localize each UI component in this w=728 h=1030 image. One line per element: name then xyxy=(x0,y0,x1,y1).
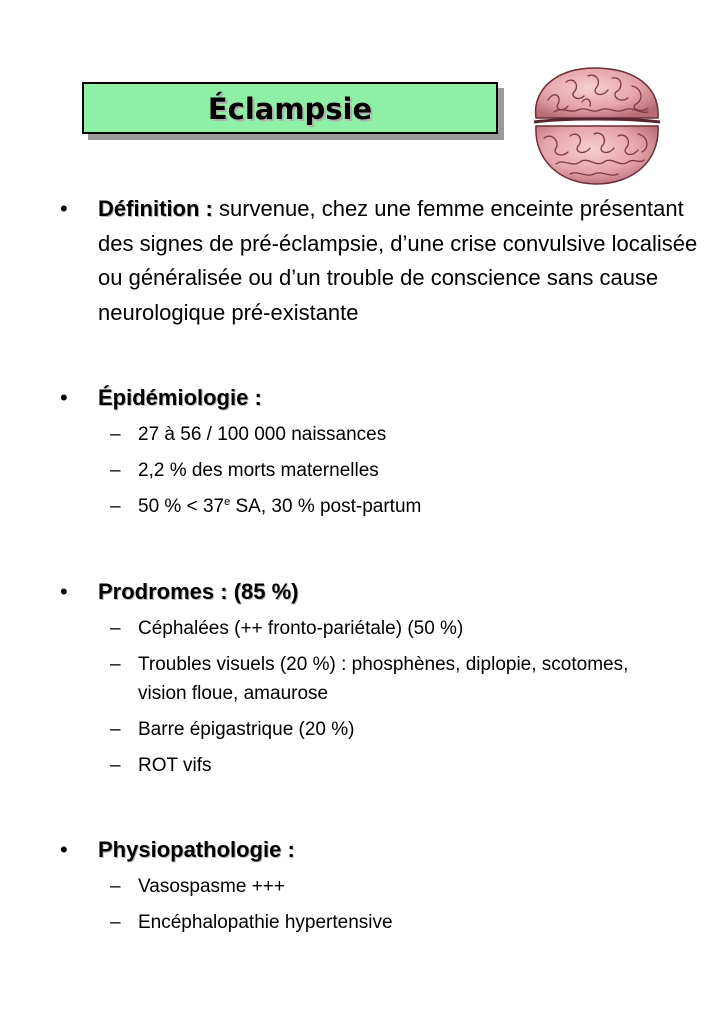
dash-glyph: – xyxy=(110,719,121,740)
definition-label: Définition : xyxy=(98,196,213,221)
list-item: – 27 à 56 / 100 000 naissances xyxy=(110,420,421,449)
bullet-prodromes: • xyxy=(60,579,68,604)
dash-glyph: – xyxy=(110,755,121,776)
dash-glyph: – xyxy=(110,654,121,675)
brain-icon xyxy=(526,60,666,190)
physiopathologie-list xyxy=(110,872,393,944)
dash-glyph: – xyxy=(110,496,121,517)
definition-paragraph xyxy=(98,192,698,330)
title-box xyxy=(82,82,498,134)
list-item: – 50 % < $37^e$ SA, 30 % post-partum xyxy=(110,492,421,521)
list-item: – Céphalées (++ fronto-pariétale) (50 %) xyxy=(110,614,630,643)
definition-text: survenue, chez une femme enceinte présentant des signes de pré-éclampsie, d’une crise convulsive localisée ou généralisée ou d’un trouble de conscience sans cause neurologique pré-existante xyxy=(98,196,698,325)
bullet-epidemiologie: • xyxy=(60,385,68,410)
list-item: – Encéphalopathie hypertensive xyxy=(110,908,393,937)
list-item: – Vasospasme +++ xyxy=(110,872,393,901)
list-item: – 2,2 % des morts maternelles xyxy=(110,456,421,485)
bullet-physiopathologie: • xyxy=(60,837,68,862)
page-title: Éclampsie xyxy=(207,92,373,126)
physiopathologie-heading: Physiopathologie : xyxy=(98,837,295,862)
dash-glyph: – xyxy=(110,424,121,445)
prodromes-list xyxy=(110,614,630,787)
list-item: – Barre épigastrique (20 %) xyxy=(110,715,630,744)
dash-glyph: – xyxy=(110,912,121,933)
list-item: – ROT vifs xyxy=(110,751,630,780)
dash-glyph: – xyxy=(110,876,121,897)
epidemiologie-heading: Épidémiologie : xyxy=(98,385,262,410)
bullet-definition: • xyxy=(60,196,68,221)
prodromes-heading: Prodromes : (85 %) xyxy=(98,579,299,604)
list-item: – Troubles visuels (20 %) : phosphènes, diplopie, scotomes, vision floue, amaurose xyxy=(110,650,630,708)
epidemiologie-list xyxy=(110,420,421,528)
dash-glyph: – xyxy=(110,460,121,481)
dash-glyph: – xyxy=(110,618,121,639)
